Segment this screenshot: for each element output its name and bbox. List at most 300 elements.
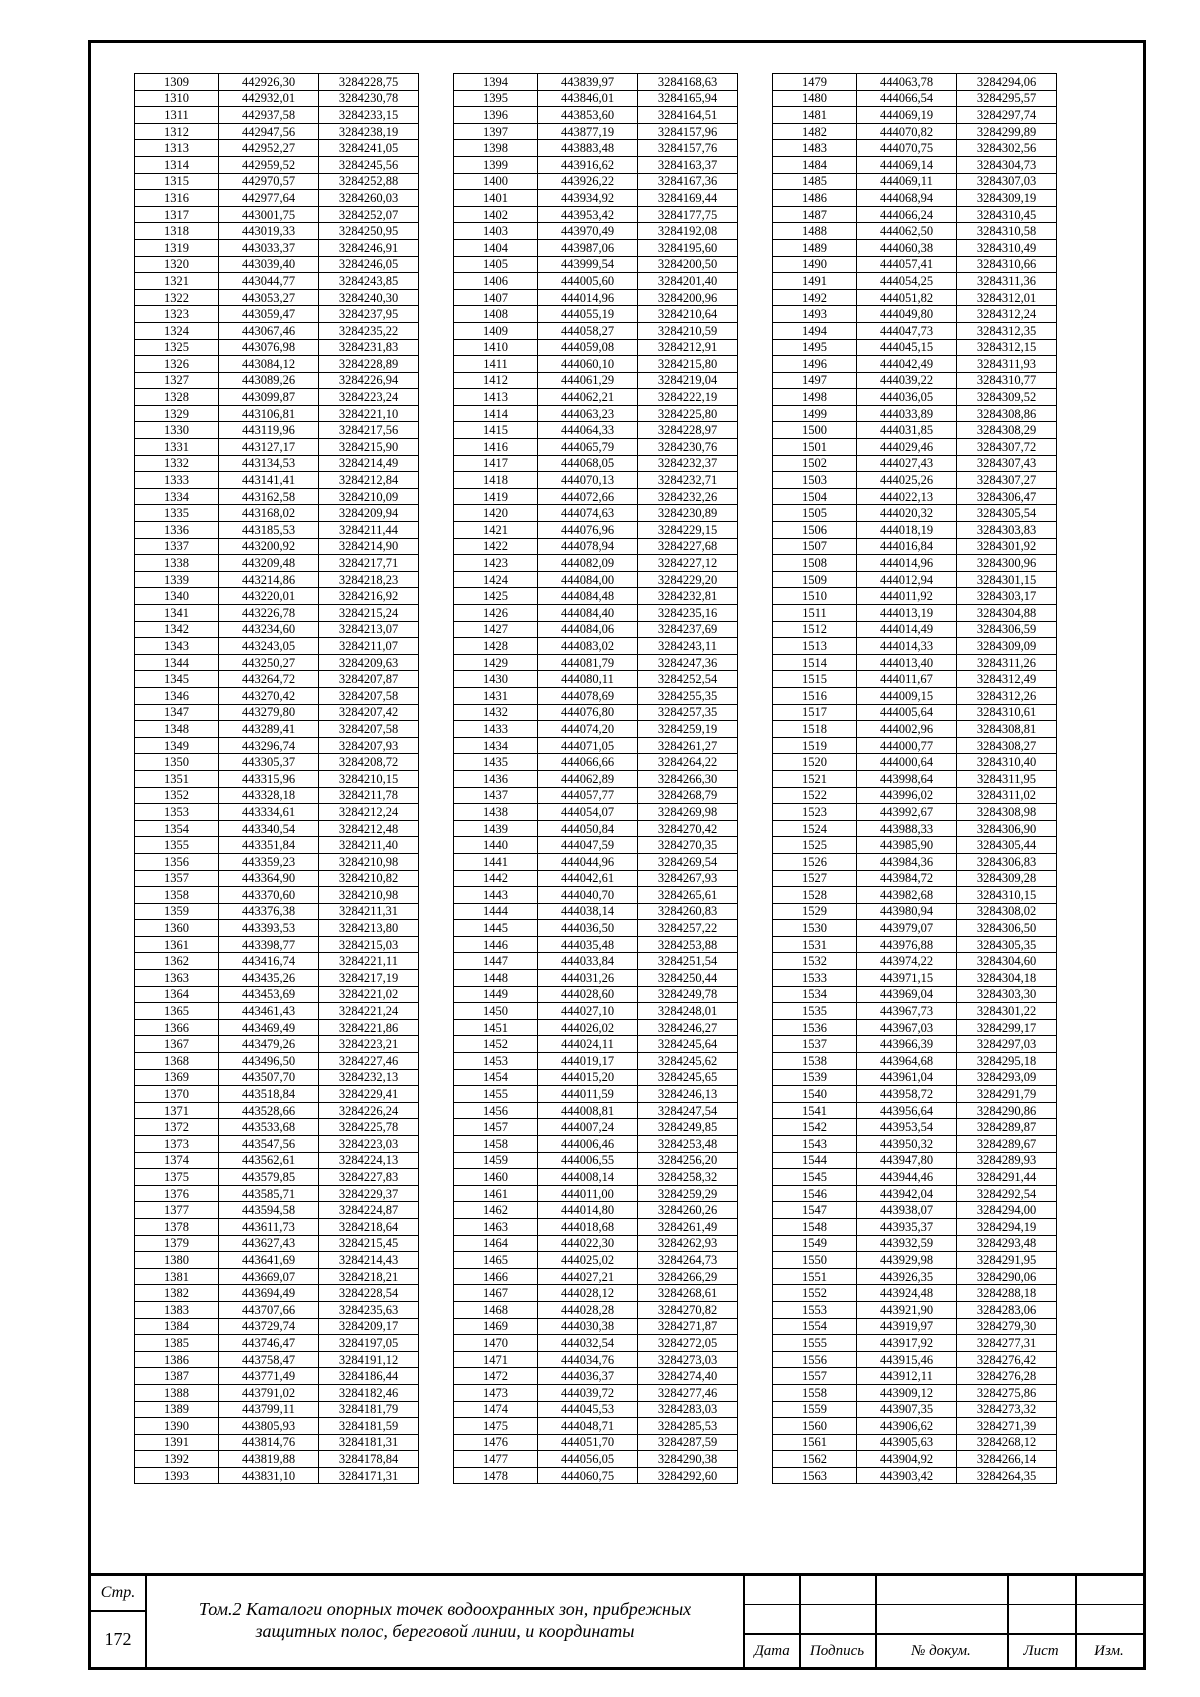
change-column-label: Изм. (1094, 1642, 1124, 1659)
y-coordinate: 3284306,83 (957, 853, 1057, 870)
table-row (773, 837, 1057, 854)
point-number: 1419 (454, 488, 538, 505)
table-row (454, 837, 738, 854)
x-coordinate: 444006,46 (538, 1136, 638, 1153)
x-coordinate: 443398,77 (219, 936, 319, 953)
x-coordinate: 444032,54 (538, 1335, 638, 1352)
x-coordinate: 443627,43 (219, 1235, 319, 1252)
point-number: 1421 (454, 522, 538, 539)
point-number: 1501 (773, 439, 857, 456)
x-coordinate: 443846,01 (538, 90, 638, 107)
y-coordinate: 3284306,90 (957, 820, 1057, 837)
point-number: 1442 (454, 870, 538, 887)
y-coordinate: 3284301,15 (957, 571, 1057, 588)
table-row (135, 339, 419, 356)
y-coordinate: 3284252,54 (638, 671, 738, 688)
point-number: 1318 (135, 223, 219, 240)
y-coordinate: 3284221,86 (319, 1019, 419, 1036)
x-coordinate: 443982,68 (857, 887, 957, 904)
y-coordinate: 3284300,96 (957, 555, 1057, 572)
x-coordinate: 443279,80 (219, 704, 319, 721)
y-coordinate: 3284308,81 (957, 721, 1057, 738)
table-row (454, 1102, 738, 1119)
point-number: 1394 (454, 74, 538, 91)
point-number: 1418 (454, 472, 538, 489)
point-number: 1342 (135, 621, 219, 638)
point-number: 1500 (773, 422, 857, 439)
table-row (773, 986, 1057, 1003)
point-number: 1347 (135, 704, 219, 721)
point-number: 1452 (454, 1036, 538, 1053)
y-coordinate: 3284305,35 (957, 936, 1057, 953)
point-number: 1316 (135, 190, 219, 207)
table-row (773, 1368, 1057, 1385)
y-coordinate: 3284215,90 (319, 439, 419, 456)
table-row (773, 488, 1057, 505)
point-number: 1503 (773, 472, 857, 489)
x-coordinate: 443926,35 (857, 1268, 957, 1285)
table-row (135, 1335, 419, 1352)
y-coordinate: 3284164,51 (638, 107, 738, 124)
x-coordinate: 443980,94 (857, 903, 957, 920)
y-coordinate: 3284308,02 (957, 903, 1057, 920)
table-row (454, 322, 738, 339)
table-row (454, 1418, 738, 1435)
y-coordinate: 3284287,59 (638, 1434, 738, 1451)
x-coordinate: 443479,26 (219, 1036, 319, 1053)
y-coordinate: 3284257,35 (638, 704, 738, 721)
table-row (135, 156, 419, 173)
x-coordinate: 444066,54 (857, 90, 957, 107)
x-coordinate: 444024,11 (538, 1036, 638, 1053)
x-coordinate: 444011,67 (857, 671, 957, 688)
x-coordinate: 443907,35 (857, 1401, 957, 1418)
y-coordinate: 3284216,92 (319, 588, 419, 605)
table-row (773, 887, 1057, 904)
y-coordinate: 3284265,61 (638, 887, 738, 904)
x-coordinate: 443905,63 (857, 1434, 957, 1451)
point-number: 1389 (135, 1401, 219, 1418)
y-coordinate: 3284210,59 (638, 322, 738, 339)
point-number: 1315 (135, 173, 219, 190)
table-row (773, 140, 1057, 157)
x-coordinate: 444014,80 (538, 1202, 638, 1219)
table-row (135, 289, 419, 306)
point-number: 1483 (773, 140, 857, 157)
y-coordinate: 3284231,83 (319, 339, 419, 356)
page-frame (88, 40, 1146, 1670)
point-number: 1515 (773, 671, 857, 688)
x-coordinate: 443328,18 (219, 787, 319, 804)
table-row (135, 1069, 419, 1086)
y-coordinate: 3284258,32 (638, 1169, 738, 1186)
table-row (773, 970, 1057, 987)
x-coordinate: 443562,61 (219, 1152, 319, 1169)
y-coordinate: 3284261,49 (638, 1218, 738, 1235)
y-coordinate: 3284273,03 (638, 1351, 738, 1368)
y-coordinate: 3284182,46 (319, 1384, 419, 1401)
x-coordinate: 443974,22 (857, 953, 957, 970)
point-number: 1317 (135, 206, 219, 223)
x-coordinate: 444040,70 (538, 887, 638, 904)
x-coordinate: 442970,57 (219, 173, 319, 190)
x-coordinate: 443999,54 (538, 256, 638, 273)
table-row (773, 687, 1057, 704)
x-coordinate: 443966,39 (857, 1036, 957, 1053)
y-coordinate: 3284306,47 (957, 488, 1057, 505)
table-row (135, 920, 419, 937)
y-coordinate: 3284310,15 (957, 887, 1057, 904)
x-coordinate: 444069,14 (857, 156, 957, 173)
y-coordinate: 3284246,91 (319, 239, 419, 256)
table-row (135, 970, 419, 987)
y-coordinate: 3284308,86 (957, 405, 1057, 422)
table-row (135, 1119, 419, 1136)
point-number: 1563 (773, 1467, 857, 1484)
table-row (773, 190, 1057, 207)
x-coordinate: 443334,61 (219, 804, 319, 821)
y-coordinate: 3284247,36 (638, 654, 738, 671)
point-number: 1335 (135, 505, 219, 522)
point-number: 1507 (773, 538, 857, 555)
table-row (454, 1136, 738, 1153)
x-coordinate: 443376,38 (219, 903, 319, 920)
table-row (135, 488, 419, 505)
x-coordinate: 444070,82 (857, 123, 957, 140)
y-coordinate: 3284301,92 (957, 538, 1057, 555)
y-coordinate: 3284215,03 (319, 936, 419, 953)
point-number: 1355 (135, 837, 219, 854)
y-coordinate: 3284249,85 (638, 1119, 738, 1136)
point-number: 1542 (773, 1119, 857, 1136)
table-row (454, 704, 738, 721)
y-coordinate: 3284177,75 (638, 206, 738, 223)
x-coordinate: 443976,88 (857, 936, 957, 953)
x-coordinate: 444080,11 (538, 671, 638, 688)
point-number: 1373 (135, 1136, 219, 1153)
table-row (773, 1102, 1057, 1119)
point-number: 1535 (773, 1003, 857, 1020)
table-row (454, 156, 738, 173)
y-coordinate: 3284292,60 (638, 1467, 738, 1484)
table-row (135, 306, 419, 323)
point-number: 1340 (135, 588, 219, 605)
point-number: 1364 (135, 986, 219, 1003)
x-coordinate: 444018,19 (857, 522, 957, 539)
table-row (773, 770, 1057, 787)
table-row (773, 903, 1057, 920)
y-coordinate: 3284212,84 (319, 472, 419, 489)
y-coordinate: 3284229,41 (319, 1086, 419, 1103)
table-row (135, 455, 419, 472)
table-row (454, 1252, 738, 1269)
point-number: 1343 (135, 638, 219, 655)
table-row (454, 455, 738, 472)
x-coordinate: 443053,27 (219, 289, 319, 306)
point-number: 1423 (454, 555, 538, 572)
y-coordinate: 3284304,73 (957, 156, 1057, 173)
x-coordinate: 444069,11 (857, 173, 957, 190)
table-row (135, 190, 419, 207)
y-coordinate: 3284221,11 (319, 953, 419, 970)
table-row (773, 638, 1057, 655)
y-coordinate: 3284171,31 (319, 1467, 419, 1484)
table-row (135, 389, 419, 406)
table-row (454, 1235, 738, 1252)
point-number: 1561 (773, 1434, 857, 1451)
point-number: 1487 (773, 206, 857, 223)
y-coordinate: 3284237,95 (319, 306, 419, 323)
coordinates-table-3 (772, 73, 1057, 1484)
table-row (773, 1019, 1057, 1036)
point-number: 1513 (773, 638, 857, 655)
point-number: 1492 (773, 289, 857, 306)
y-coordinate: 3284299,17 (957, 1019, 1057, 1036)
table-row (454, 1401, 738, 1418)
point-number: 1420 (454, 505, 538, 522)
x-coordinate: 444036,50 (538, 920, 638, 937)
y-coordinate: 3284192,08 (638, 223, 738, 240)
x-coordinate: 443956,64 (857, 1102, 957, 1119)
y-coordinate: 3284260,83 (638, 903, 738, 920)
x-coordinate: 444062,21 (538, 389, 638, 406)
point-number: 1323 (135, 306, 219, 323)
table-row (773, 820, 1057, 837)
table-row (135, 1185, 419, 1202)
y-coordinate: 3284276,28 (957, 1368, 1057, 1385)
point-number: 1532 (773, 953, 857, 970)
table-row (773, 90, 1057, 107)
y-coordinate: 3284214,49 (319, 455, 419, 472)
point-number: 1505 (773, 505, 857, 522)
y-coordinate: 3284218,23 (319, 571, 419, 588)
table-row (454, 754, 738, 771)
table-row (773, 289, 1057, 306)
y-coordinate: 3284303,30 (957, 986, 1057, 1003)
table-row (773, 322, 1057, 339)
y-coordinate: 3284209,63 (319, 654, 419, 671)
table-row (454, 223, 738, 240)
point-number: 1366 (135, 1019, 219, 1036)
table-row (454, 90, 738, 107)
point-number: 1352 (135, 787, 219, 804)
y-coordinate: 3284243,85 (319, 273, 419, 290)
y-coordinate: 3284310,61 (957, 704, 1057, 721)
document-title-line-2: защитных полос, береговой линии, и координаты (255, 1621, 635, 1641)
table-row (454, 1069, 738, 1086)
x-coordinate: 444025,26 (857, 472, 957, 489)
x-coordinate: 443912,11 (857, 1368, 957, 1385)
table-row (135, 505, 419, 522)
table-row (454, 422, 738, 439)
point-number: 1549 (773, 1235, 857, 1252)
y-coordinate: 3284212,48 (319, 820, 419, 837)
y-coordinate: 3284207,58 (319, 687, 419, 704)
table-row (454, 737, 738, 754)
x-coordinate: 444020,32 (857, 505, 957, 522)
point-number: 1446 (454, 936, 538, 953)
point-number: 1538 (773, 1053, 857, 1070)
point-number: 1325 (135, 339, 219, 356)
table-row (135, 704, 419, 721)
point-number: 1387 (135, 1368, 219, 1385)
table-row (773, 588, 1057, 605)
y-coordinate: 3284308,27 (957, 737, 1057, 754)
x-coordinate: 444078,94 (538, 538, 638, 555)
x-coordinate: 444054,25 (857, 273, 957, 290)
table-row (135, 322, 419, 339)
x-coordinate: 443370,60 (219, 887, 319, 904)
y-coordinate: 3284275,86 (957, 1384, 1057, 1401)
y-coordinate: 3284311,95 (957, 770, 1057, 787)
point-number: 1514 (773, 654, 857, 671)
table-row (135, 1467, 419, 1484)
y-coordinate: 3284273,32 (957, 1401, 1057, 1418)
table-row (454, 273, 738, 290)
point-number: 1453 (454, 1053, 538, 1070)
x-coordinate: 443250,27 (219, 654, 319, 671)
y-coordinate: 3284311,02 (957, 787, 1057, 804)
table-row (135, 472, 419, 489)
table-row (454, 588, 738, 605)
table-row (135, 953, 419, 970)
x-coordinate: 444028,12 (538, 1285, 638, 1302)
point-number: 1380 (135, 1252, 219, 1269)
table-row (454, 555, 738, 572)
x-coordinate: 444069,19 (857, 107, 957, 124)
table-row (135, 837, 419, 854)
table-row (135, 74, 419, 91)
table-row (454, 1053, 738, 1070)
y-coordinate: 3284238,19 (319, 123, 419, 140)
table-row (135, 721, 419, 738)
y-coordinate: 3284253,88 (638, 936, 738, 953)
x-coordinate: 444064,33 (538, 422, 638, 439)
table-row (773, 1401, 1057, 1418)
x-coordinate: 444056,05 (538, 1451, 638, 1468)
x-coordinate: 444000,77 (857, 737, 957, 754)
table-row (773, 256, 1057, 273)
x-coordinate: 443528,66 (219, 1102, 319, 1119)
x-coordinate: 443877,19 (538, 123, 638, 140)
table-row (454, 239, 738, 256)
table-row (773, 439, 1057, 456)
point-number: 1327 (135, 372, 219, 389)
table-row (135, 986, 419, 1003)
point-number: 1422 (454, 538, 538, 555)
point-number: 1441 (454, 853, 538, 870)
y-coordinate: 3284250,95 (319, 223, 419, 240)
x-coordinate: 444031,85 (857, 422, 957, 439)
point-number: 1358 (135, 887, 219, 904)
y-coordinate: 3284210,98 (319, 887, 419, 904)
point-number: 1455 (454, 1086, 538, 1103)
point-number: 1369 (135, 1069, 219, 1086)
table-row (773, 1451, 1057, 1468)
y-coordinate: 3284211,31 (319, 903, 419, 920)
x-coordinate: 443904,92 (857, 1451, 957, 1468)
table-row (135, 1136, 419, 1153)
x-coordinate: 444078,69 (538, 687, 638, 704)
point-number: 1559 (773, 1401, 857, 1418)
y-coordinate: 3284276,42 (957, 1351, 1057, 1368)
table-row (135, 1169, 419, 1186)
point-number: 1528 (773, 887, 857, 904)
x-coordinate: 443364,90 (219, 870, 319, 887)
y-coordinate: 3284245,56 (319, 156, 419, 173)
point-number: 1345 (135, 671, 219, 688)
x-coordinate: 444013,19 (857, 605, 957, 622)
signature-column-label: Подпись (809, 1642, 865, 1659)
y-coordinate: 3284227,83 (319, 1169, 419, 1186)
point-number: 1474 (454, 1401, 538, 1418)
y-coordinate: 3284246,13 (638, 1086, 738, 1103)
point-number: 1443 (454, 887, 538, 904)
y-coordinate: 3284213,80 (319, 920, 419, 937)
table-row (454, 140, 738, 157)
table-row (454, 671, 738, 688)
y-coordinate: 3284252,07 (319, 206, 419, 223)
point-number: 1372 (135, 1119, 219, 1136)
point-number: 1468 (454, 1301, 538, 1318)
point-number: 1399 (454, 156, 538, 173)
point-number: 1462 (454, 1202, 538, 1219)
x-coordinate: 443996,02 (857, 787, 957, 804)
y-coordinate: 3284215,24 (319, 605, 419, 622)
table-row (135, 887, 419, 904)
point-number: 1499 (773, 405, 857, 422)
y-coordinate: 3284221,02 (319, 986, 419, 1003)
x-coordinate: 443909,12 (857, 1384, 957, 1401)
table-row (135, 687, 419, 704)
point-number: 1383 (135, 1301, 219, 1318)
coordinates-table-1 (134, 73, 419, 1484)
table-row (454, 571, 738, 588)
y-coordinate: 3284226,94 (319, 372, 419, 389)
table-row (454, 1036, 738, 1053)
table-row (773, 936, 1057, 953)
y-coordinate: 3284266,14 (957, 1451, 1057, 1468)
x-coordinate: 444019,17 (538, 1053, 638, 1070)
y-coordinate: 3284191,12 (319, 1351, 419, 1368)
point-number: 1326 (135, 356, 219, 373)
point-number: 1525 (773, 837, 857, 854)
x-coordinate: 443853,60 (538, 107, 638, 124)
x-coordinate: 443916,62 (538, 156, 638, 173)
table-row (773, 953, 1057, 970)
table-row (773, 754, 1057, 771)
table-row (135, 1202, 419, 1219)
x-coordinate: 443089,26 (219, 372, 319, 389)
document-title-line-1: Том.2 Каталоги опорных точек водоохранных зон, прибрежных (198, 1599, 692, 1619)
table-row (773, 1285, 1057, 1302)
point-number: 1390 (135, 1418, 219, 1435)
x-coordinate: 444034,76 (538, 1351, 638, 1368)
x-coordinate: 443958,72 (857, 1086, 957, 1103)
y-coordinate: 3284228,97 (638, 422, 738, 439)
point-number: 1531 (773, 936, 857, 953)
y-coordinate: 3284218,64 (319, 1218, 419, 1235)
point-number: 1309 (135, 74, 219, 91)
point-number: 1377 (135, 1202, 219, 1219)
y-coordinate: 3284178,84 (319, 1451, 419, 1468)
point-number: 1417 (454, 455, 538, 472)
x-coordinate: 443243,05 (219, 638, 319, 655)
point-number: 1489 (773, 239, 857, 256)
table-row (135, 853, 419, 870)
point-number: 1447 (454, 953, 538, 970)
y-coordinate: 3284217,19 (319, 970, 419, 987)
